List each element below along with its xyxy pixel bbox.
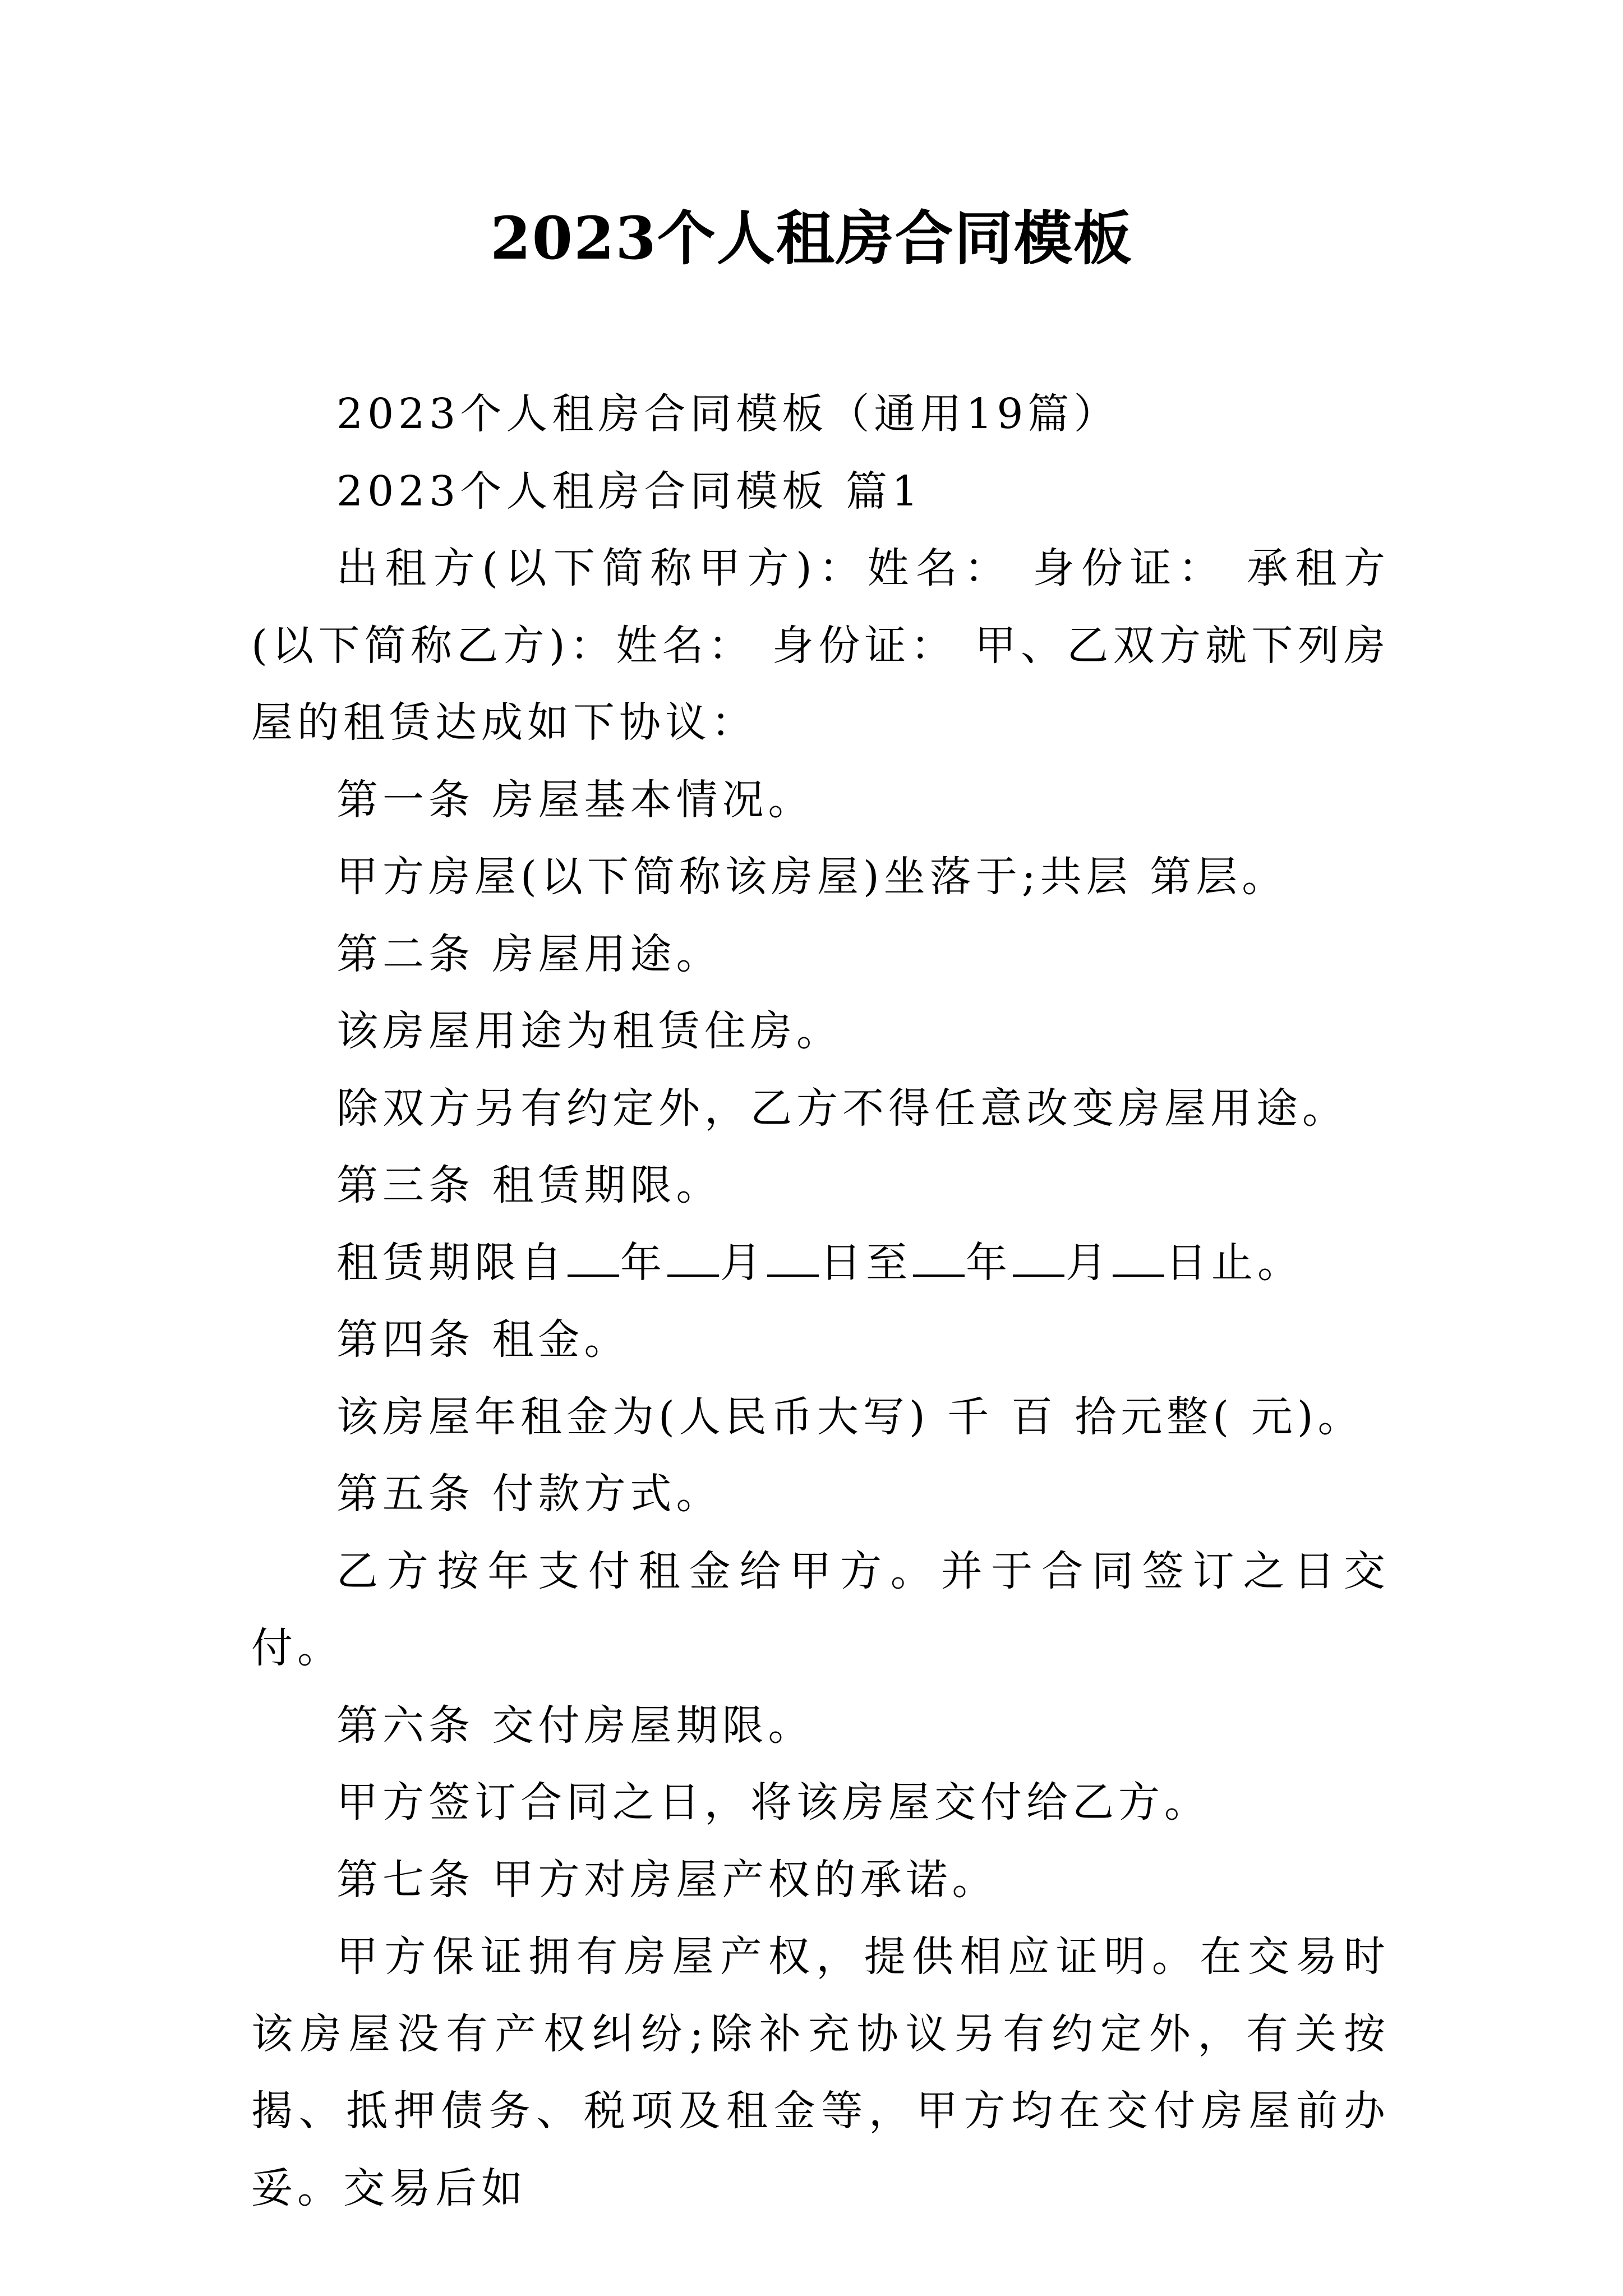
paragraph-article-7-body: 甲方保证拥有房屋产权，提供相应证明。在交易时该房屋没有产权纠纷;除补充协议另有约定外，有关按揭、抵押债务、税项及租金等，甲方均在交付房屋前办妥。交易后如 — [251, 1932, 1390, 2212]
lease-term-text-day-to: 日至 — [820, 1238, 912, 1287]
paragraph-article-2-note: 除双方另有约定外，乙方不得任意改变房屋用途。 — [336, 1084, 1348, 1133]
paragraph-subtitle: 2023个人租房合同模板（通用19篇） — [336, 390, 1120, 438]
paragraph-article-4-heading: 第四条 租金。 — [336, 1315, 630, 1364]
paragraph-article-4-body: 该房屋年租金为(人民币大写) 千 百 拾元整( 元)。 — [336, 1392, 1364, 1441]
paragraph-article-5-heading: 第五条 付款方式。 — [336, 1470, 722, 1518]
lease-term-text-end-month: 月 — [1066, 1238, 1112, 1287]
paragraph-article-2-heading: 第二条 房屋用途。 — [336, 930, 722, 978]
paragraph-article-6-body: 甲方签订合同之日，将该房屋交付给乙方。 — [336, 1778, 1210, 1826]
lease-term-text-from: 租赁期限自 — [336, 1238, 566, 1287]
document-body — [251, 376, 1390, 2227]
paragraph-article-7-heading: 第七条 甲方对房屋产权的承诺。 — [336, 1855, 998, 1904]
blank-start-day — [767, 1241, 819, 1277]
paragraph-article-1-heading: 第一条 房屋基本情况。 — [336, 775, 814, 824]
paragraph-article-1-body: 甲方房屋(以下简称该房屋)坐落于;共层 第层。 — [336, 853, 1288, 901]
document-title: 2023个人租房合同模板 — [490, 204, 1133, 273]
blank-end-day — [1113, 1241, 1164, 1277]
paragraph-article-5-body: 乙方按年支付租金给甲方。并于合同签订之日交付。 — [251, 1547, 1390, 1672]
lease-term-text-year: 年 — [620, 1238, 666, 1287]
paragraph-parties: 出租方(以下简称甲方)：姓名： 身份证： 承租方(以下简称乙方)：姓名： 身份证： 甲、乙双方就下列房屋的租赁达成如下协议： — [251, 544, 1390, 747]
lease-term-text-month: 月 — [720, 1238, 766, 1287]
lease-term-text-end-day: 日止。 — [1165, 1238, 1303, 1287]
blank-end-year — [913, 1241, 965, 1277]
paragraph-article-6-heading: 第六条 交付房屋期限。 — [336, 1701, 814, 1750]
paragraph-section-heading: 2023个人租房合同模板 篇1 — [336, 467, 923, 516]
lease-term-text-end-year: 年 — [966, 1238, 1012, 1287]
blank-end-month — [1013, 1241, 1064, 1277]
paragraph-article-2-body: 该房屋用途为租赁住房。 — [336, 1007, 842, 1055]
paragraph-article-3-heading: 第三条 租赁期限。 — [336, 1161, 722, 1209]
blank-start-year — [568, 1241, 619, 1277]
paragraph-lease-term — [251, 1225, 1390, 1302]
blank-start-month — [667, 1241, 719, 1277]
